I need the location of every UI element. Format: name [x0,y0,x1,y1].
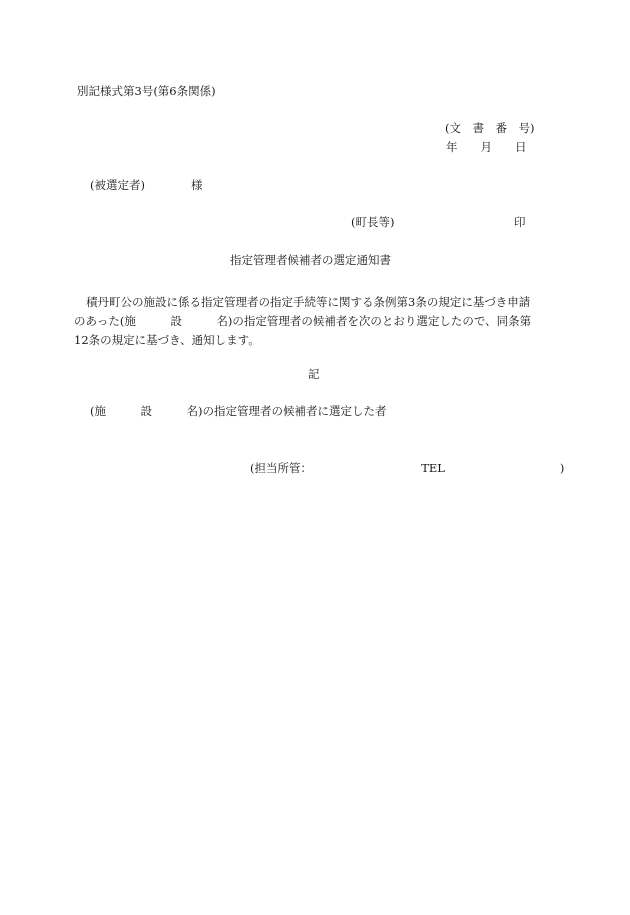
seal-mark: 印 [514,215,526,229]
ki-heading: 記 [308,367,320,381]
document-title: 指定管理者候補者の選定通知書 [230,253,391,267]
body-paragraph: 積丹町公の施設に係る指定管理者の指定手続等に関する条例第3条の規定に基づき申請のあった(施 設 名)の指定管理者の候補者を次のとおり選定したので、同条第12条の規定に基づき、通知します。 [74,295,532,347]
selected-item: (施 設 名)の指定管理者の候補者に選定した者 [90,404,387,418]
sender: (町長等) [351,215,395,229]
date-line: 年 月 日 [446,140,527,154]
form-number-label: 別記様式第3号(第6条関係) [77,84,216,98]
document-number: (文 書 番 号) [445,121,535,135]
contact-line: (担当所管： TEL ) [250,461,565,475]
addressee: (被選定者) 様 [90,178,203,192]
